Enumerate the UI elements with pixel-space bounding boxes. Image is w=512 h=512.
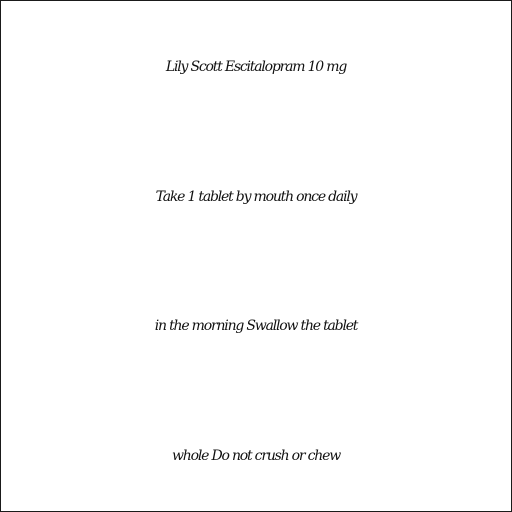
patient-and-medication-line: Lily Scott Escitalopram 10 mg [165,59,347,75]
handling-instruction-line: whole Do not crush or chew [172,448,340,464]
timing-instruction-line: in the morning Swallow the tablet [154,318,358,334]
dosage-instruction-line: Take 1 tablet by mouth once daily [155,189,357,205]
